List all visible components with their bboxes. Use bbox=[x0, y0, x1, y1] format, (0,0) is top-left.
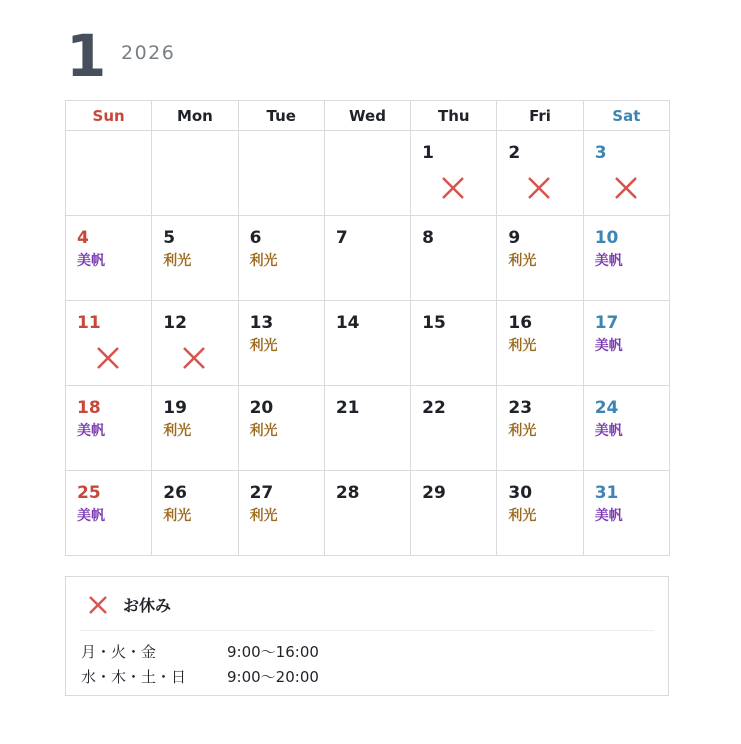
day-number: 26 bbox=[163, 483, 187, 503]
empty-day-cell bbox=[324, 131, 410, 216]
calendar-week-row bbox=[66, 471, 670, 556]
staff-name: 利光 bbox=[163, 253, 192, 269]
staff-name: 美帆 bbox=[594, 508, 623, 524]
day-cell bbox=[66, 386, 152, 471]
day-cell bbox=[324, 471, 410, 556]
staff-name: 利光 bbox=[508, 423, 537, 439]
day-number: 25 bbox=[77, 483, 101, 503]
hours-time: 9:00～20:00 bbox=[227, 668, 319, 686]
day-cell bbox=[583, 216, 669, 301]
day-cell bbox=[497, 301, 583, 386]
day-cell bbox=[66, 301, 152, 386]
day-cell bbox=[66, 471, 152, 556]
staff-name: 利光 bbox=[249, 338, 278, 354]
closed-x-icon bbox=[613, 175, 639, 201]
day-cell bbox=[411, 386, 497, 471]
day-cell bbox=[497, 131, 583, 216]
staff-name: 利光 bbox=[508, 508, 537, 524]
day-number: 23 bbox=[508, 398, 533, 418]
calendar-grid bbox=[65, 100, 670, 556]
day-cell bbox=[238, 216, 324, 301]
staff-name: 美帆 bbox=[77, 253, 105, 269]
day-number: 24 bbox=[594, 398, 619, 418]
month-number: 1 bbox=[66, 22, 107, 90]
day-cell bbox=[583, 301, 669, 386]
day-number: 28 bbox=[335, 483, 360, 503]
day-number: 8 bbox=[422, 228, 434, 248]
day-cell bbox=[324, 301, 410, 386]
staff-name: 美帆 bbox=[77, 423, 105, 439]
closed-x-icon bbox=[181, 345, 207, 371]
day-number: 15 bbox=[422, 313, 446, 333]
day-number: 6 bbox=[249, 228, 262, 248]
day-cell bbox=[152, 216, 238, 301]
closed-x-icon bbox=[88, 595, 108, 615]
closed-x-icon bbox=[95, 345, 121, 371]
closed-x-icon bbox=[440, 175, 466, 201]
day-cell bbox=[238, 386, 324, 471]
hours-row bbox=[81, 641, 319, 663]
staff-name: 美帆 bbox=[594, 338, 623, 354]
weekday-6: Sat bbox=[583, 101, 669, 131]
weekday-header-row bbox=[66, 101, 670, 131]
weekday-0: Sun bbox=[66, 101, 152, 131]
day-number: 30 bbox=[508, 483, 533, 503]
hours-time: 9:00～16:00 bbox=[227, 643, 319, 661]
day-number: 1 bbox=[422, 143, 434, 163]
day-cell bbox=[411, 131, 497, 216]
day-cell bbox=[238, 471, 324, 556]
day-cell bbox=[152, 386, 238, 471]
day-cell bbox=[238, 301, 324, 386]
staff-name: 美帆 bbox=[594, 423, 623, 439]
day-number: 13 bbox=[249, 313, 274, 333]
day-cell bbox=[66, 216, 152, 301]
day-number: 16 bbox=[508, 313, 533, 333]
day-cell bbox=[324, 216, 410, 301]
day-cell bbox=[497, 216, 583, 301]
staff-name: 利光 bbox=[249, 508, 278, 524]
year-label: 2026 bbox=[121, 42, 176, 64]
weekday-5: Fri bbox=[497, 101, 583, 131]
day-number: 11 bbox=[77, 313, 101, 333]
weekday-3: Wed bbox=[324, 101, 410, 131]
day-cell bbox=[583, 131, 669, 216]
day-cell bbox=[324, 386, 410, 471]
day-number: 4 bbox=[77, 228, 89, 248]
empty-day-cell bbox=[152, 131, 238, 216]
hours-days: 月・火・金 bbox=[81, 643, 157, 661]
closed-x-icon bbox=[526, 175, 552, 201]
staff-name: 利光 bbox=[508, 338, 537, 354]
day-number: 3 bbox=[594, 143, 607, 163]
day-number: 19 bbox=[163, 398, 187, 418]
weekday-2: Tue bbox=[238, 101, 324, 131]
staff-name: 利光 bbox=[249, 423, 278, 439]
hours-days: 水・木・土・日 bbox=[81, 668, 187, 686]
day-cell bbox=[497, 471, 583, 556]
day-cell bbox=[152, 471, 238, 556]
day-cell bbox=[411, 216, 497, 301]
day-number: 21 bbox=[335, 398, 360, 418]
day-number: 9 bbox=[508, 228, 521, 248]
legend-divider bbox=[80, 630, 654, 631]
calendar-week-row bbox=[66, 386, 670, 471]
day-cell bbox=[583, 471, 669, 556]
staff-name: 利光 bbox=[163, 423, 192, 439]
day-number: 20 bbox=[249, 398, 274, 418]
day-number: 27 bbox=[249, 483, 274, 503]
day-number: 14 bbox=[335, 313, 360, 333]
calendar-week-row bbox=[66, 216, 670, 301]
legend-panel bbox=[65, 576, 669, 696]
weekday-1: Mon bbox=[152, 101, 238, 131]
legend-closed-label: お休み bbox=[123, 596, 172, 615]
staff-name: 利光 bbox=[508, 253, 537, 269]
calendar-week-row bbox=[66, 131, 670, 216]
staff-name: 利光 bbox=[249, 253, 278, 269]
day-cell bbox=[497, 386, 583, 471]
day-cell bbox=[583, 386, 669, 471]
empty-day-cell bbox=[66, 131, 152, 216]
weekday-4: Thu bbox=[411, 101, 497, 131]
day-number: 7 bbox=[335, 228, 348, 248]
day-number: 31 bbox=[594, 483, 619, 503]
day-number: 29 bbox=[422, 483, 446, 503]
day-number: 10 bbox=[594, 228, 619, 248]
day-cell bbox=[411, 301, 497, 386]
day-number: 17 bbox=[594, 313, 619, 333]
day-number: 22 bbox=[422, 398, 446, 418]
day-cell bbox=[152, 301, 238, 386]
day-number: 5 bbox=[163, 228, 176, 248]
day-number: 2 bbox=[508, 143, 521, 163]
day-number: 12 bbox=[163, 313, 187, 333]
day-cell bbox=[411, 471, 497, 556]
day-number: 18 bbox=[77, 398, 101, 418]
staff-name: 美帆 bbox=[594, 253, 623, 269]
calendar-week-row bbox=[66, 301, 670, 386]
staff-name: 利光 bbox=[163, 508, 192, 524]
hours-row bbox=[81, 666, 319, 688]
empty-day-cell bbox=[238, 131, 324, 216]
staff-name: 美帆 bbox=[77, 508, 105, 524]
